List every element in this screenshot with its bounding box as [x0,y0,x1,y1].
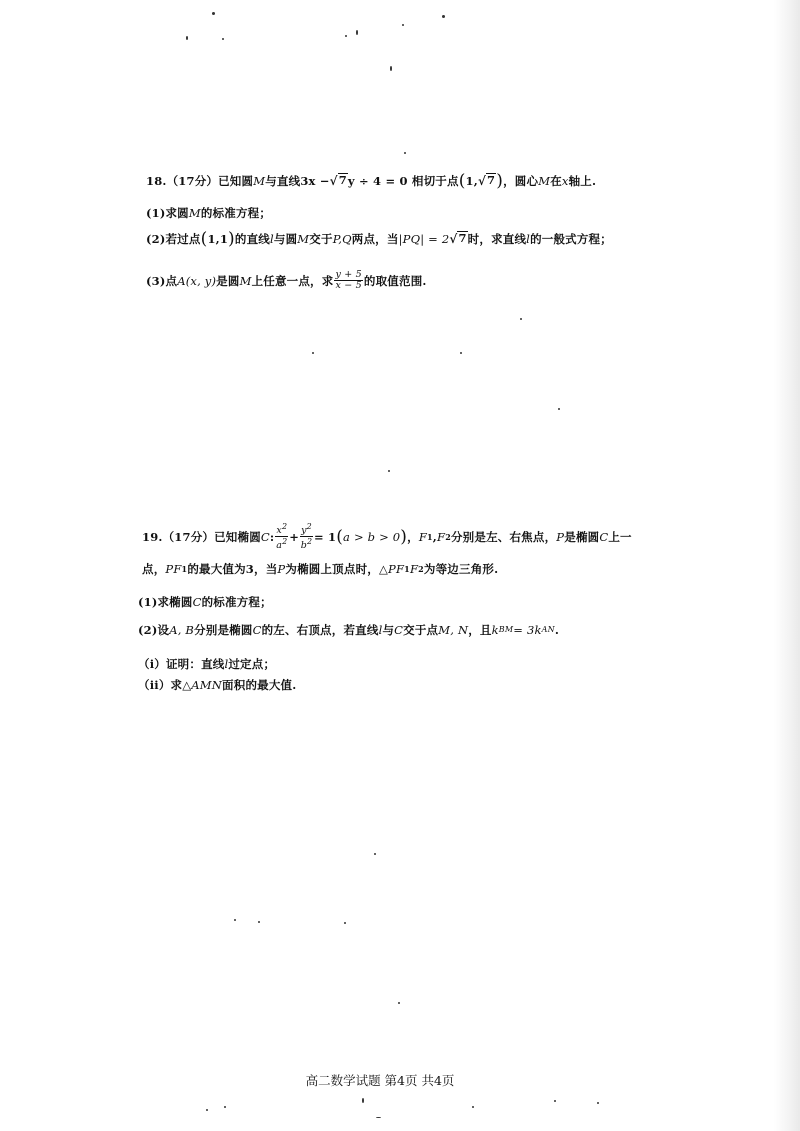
q18-point: 1, [465,174,478,188]
q18-tail-b: 在 [550,174,562,188]
page-footer: 高二数学试题 第4页 共4页 [305,1073,455,1088]
q18-m: M [253,174,266,188]
q18-mid1: 与直线 [265,174,301,188]
q19-frac-x: $\frac{x^2}{a^2}$ [276,522,288,552]
q18-stem: 18.（17分）已知圆 M 与直线 3x − √ 7 y ÷ 4 = 0 相切于点 ( 1, √ 7 ) ，圆心 M 在 x 轴上. [146,171,597,191]
q18-line-b: y ÷ 4 = 0 相切于点 [347,174,459,188]
q19-frac-y: $\frac{y^2}{b^2}$ [300,522,313,552]
q19-part2: (2)设 A, B 分别是椭圆 C 的左、右顶点，若直线 l 与 C 交于点 M, N ，且 k BM = 3k AN . [138,623,560,637]
q18-tail-c: 轴上. [568,174,597,188]
q18-part2: (2)若过点 ( 1,1 ) 的直线 l 与圆 M 交于 P,Q 两点，当 |PQ| = 2 √ 7 时，求直线 l 的一般式方程； [146,229,612,249]
q18-x: x [561,174,569,188]
q18-tail-m: M [538,174,551,188]
q18-line-a: 3x − [300,174,330,188]
q18-fraction: $\frac{y + 5}{x - 5}$ [335,269,362,291]
scan-page-edge [774,0,800,1131]
q19-part2-i: （i）证明：直线 l 过定点； [138,657,276,671]
q18-part1: (1)求圆 M 的标准方程； [146,206,272,220]
q19-stem-line2: 点， PF 1 的最大值为3，当 P 为椭圆上顶点时， △ PF 1 F 2 为等边三角形. [142,562,499,576]
q19-stem: 19.（17分）已知椭圆 C : $\frac{x^2}{a^2}$ + $\frac{y^2}{b^2}$ = 1 ( a > b > 0 ) ， F 1 , F 2 分别是左、右焦点， P 是椭圆 C 上一 [142,522,632,552]
q19-part2-ii: （ii）求 △ AMN 面积的最大值. [138,678,297,692]
q19-part1: (1)求椭圆 C 的标准方程； [138,595,272,609]
q18-sqrt: √ 7 [329,173,347,188]
q18-part3: (3)点 A(x, y) 是圆 M 上任意一点，求 $\frac{y + 5}{x - 5}$ 的取值范围. [146,269,427,291]
q18-head: 18.（17分）已知圆 [146,174,254,188]
q18-tail: ，圆心 [503,174,539,188]
